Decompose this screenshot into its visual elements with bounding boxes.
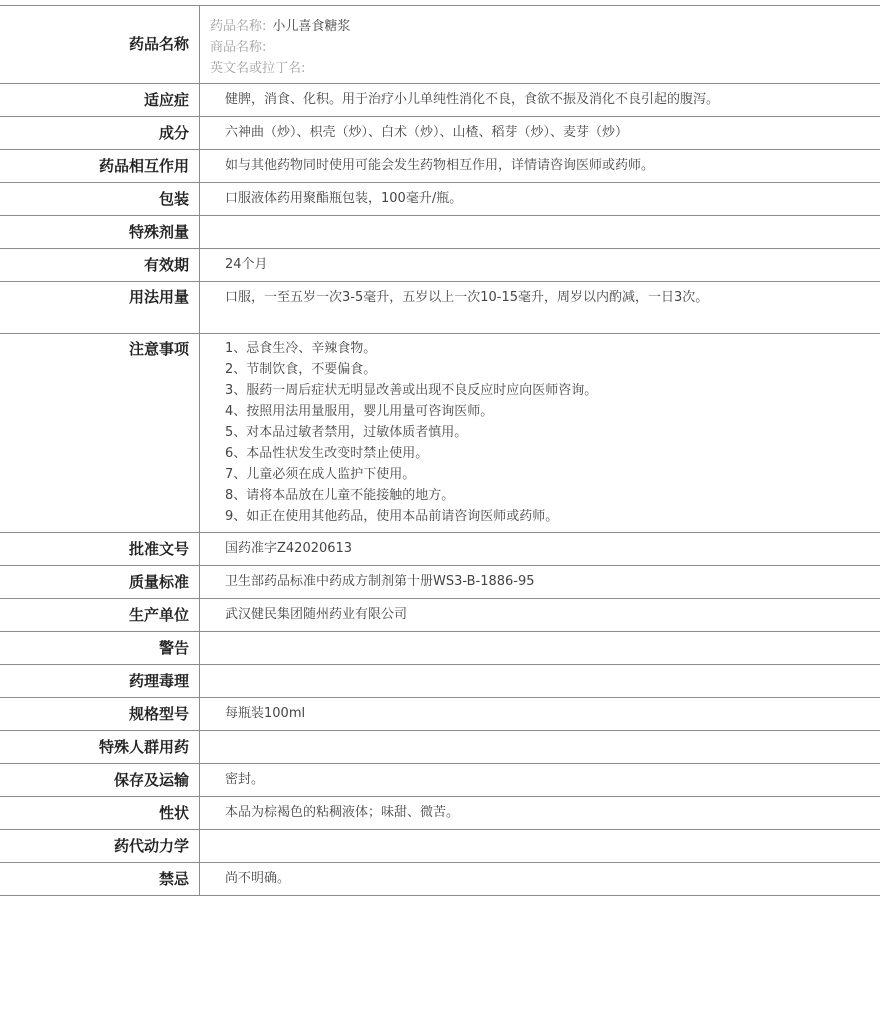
validity-row [0,249,880,282]
note-item: 2、节制饮食，不要偏食。 [225,362,377,377]
notes-row [0,334,880,533]
pharmacokinetics-value [200,830,880,862]
specification-row [0,698,880,731]
contraindications-row [0,863,880,896]
packaging-value: 口服液体药用聚酯瓶包装，100毫升/瓶。 [225,191,463,206]
special-dosage-row [0,216,880,249]
interactions-row [0,150,880,183]
pharmacokinetics-label: 药代动力学 [0,830,200,862]
storage-value: 密封。 [225,772,265,787]
usage-value: 口服，一至五岁一次3-5毫升，五岁以上一次10-15毫升，周岁以内酌减，一日3次。 [225,290,709,305]
note-item: 6、本品性状发生改变时禁止使用。 [225,446,429,461]
trade-name-label: 商品名称: [210,40,267,55]
specification-label: 规格型号 [0,698,200,730]
quality-standard-value: 卫生部药品标准中药成方制剂第十册WS3-B-1886-95 [225,574,535,589]
indications-value: 健脾，消食、化积。用于治疗小儿单纯性消化不良，食欲不振及消化不良引起的腹泻。 [225,92,720,107]
specification-value: 每瓶装100ml [225,706,306,721]
note-item: 9、如正在使用其他药品，使用本品前请咨询医师或药师。 [225,509,559,524]
validity-value: 24个月 [225,257,268,272]
note-item: 8、请将本品放在儿童不能接触的地方。 [225,488,455,503]
warning-label: 警告 [0,632,200,664]
manufacturer-value: 武汉健民集团随州药业有限公司 [225,607,408,622]
validity-label: 有效期 [0,249,200,281]
english-name-label: 英文名或拉丁名: [210,61,306,76]
usage-label: 用法用量 [0,282,200,333]
indications-label: 适应症 [0,84,200,116]
notes-list [200,334,880,532]
english-name-line [210,58,880,79]
special-population-label: 特殊人群用药 [0,731,200,763]
drug-name-row [0,6,880,84]
warning-row [0,632,880,665]
special-population-row [0,731,880,764]
notes-label: 注意事项 [0,334,200,532]
note-item: 4、按照用法用量服用，婴儿用量可咨询医师。 [225,404,494,419]
approval-number-value: 国药准字Z42020613 [225,541,353,556]
pharmacology-label: 药理毒理 [0,665,200,697]
packaging-row [0,183,880,216]
contraindications-value: 尚不明确。 [225,871,291,886]
storage-label: 保存及运输 [0,764,200,796]
approval-number-label: 批准文号 [0,533,200,565]
appearance-value: 本品为棕褐色的粘稠液体；味甜、微苦。 [225,805,460,820]
quality-standard-label: 质量标准 [0,566,200,598]
generic-name-value: 小儿喜食糖浆 [272,19,351,34]
contraindications-label: 禁忌 [0,863,200,895]
warning-value [200,632,880,664]
pharmacology-value [200,665,880,697]
generic-name-line [210,16,880,37]
usage-row [0,282,880,334]
interactions-value: 如与其他药物同时使用可能会发生药物相互作用，详情请咨询医师或药师。 [225,158,655,173]
ingredients-label: 成分 [0,117,200,149]
packaging-label: 包装 [0,183,200,215]
interactions-label: 药品相互作用 [0,150,200,182]
drug-spec-table [0,5,880,896]
drug-name-value [200,6,880,83]
special-population-value [200,731,880,763]
pharmacology-row [0,665,880,698]
indications-row [0,84,880,117]
appearance-label: 性状 [0,797,200,829]
drug-name-label: 药品名称 [0,6,200,83]
manufacturer-row [0,599,880,632]
storage-row [0,764,880,797]
ingredients-row [0,117,880,150]
note-item: 3、服药一周后症状无明显改善或出现不良反应时应向医师咨询。 [225,383,598,398]
note-item: 1、忌食生冷、辛辣食物。 [225,341,377,356]
appearance-row [0,797,880,830]
quality-standard-row [0,566,880,599]
pharmacokinetics-row [0,830,880,863]
ingredients-value: 六神曲（炒）、枳壳（炒）、白术（炒）、山楂、稻芽（炒）、麦芽（炒） [225,125,629,140]
special-dosage-value [200,216,880,248]
note-item: 7、儿童必须在成人监护下使用。 [225,467,416,482]
trade-name-line [210,37,880,58]
manufacturer-label: 生产单位 [0,599,200,631]
special-dosage-label: 特殊剂量 [0,216,200,248]
approval-number-row [0,533,880,566]
generic-name-label: 药品名称: [210,19,267,34]
note-item: 5、对本品过敏者禁用，过敏体质者慎用。 [225,425,468,440]
